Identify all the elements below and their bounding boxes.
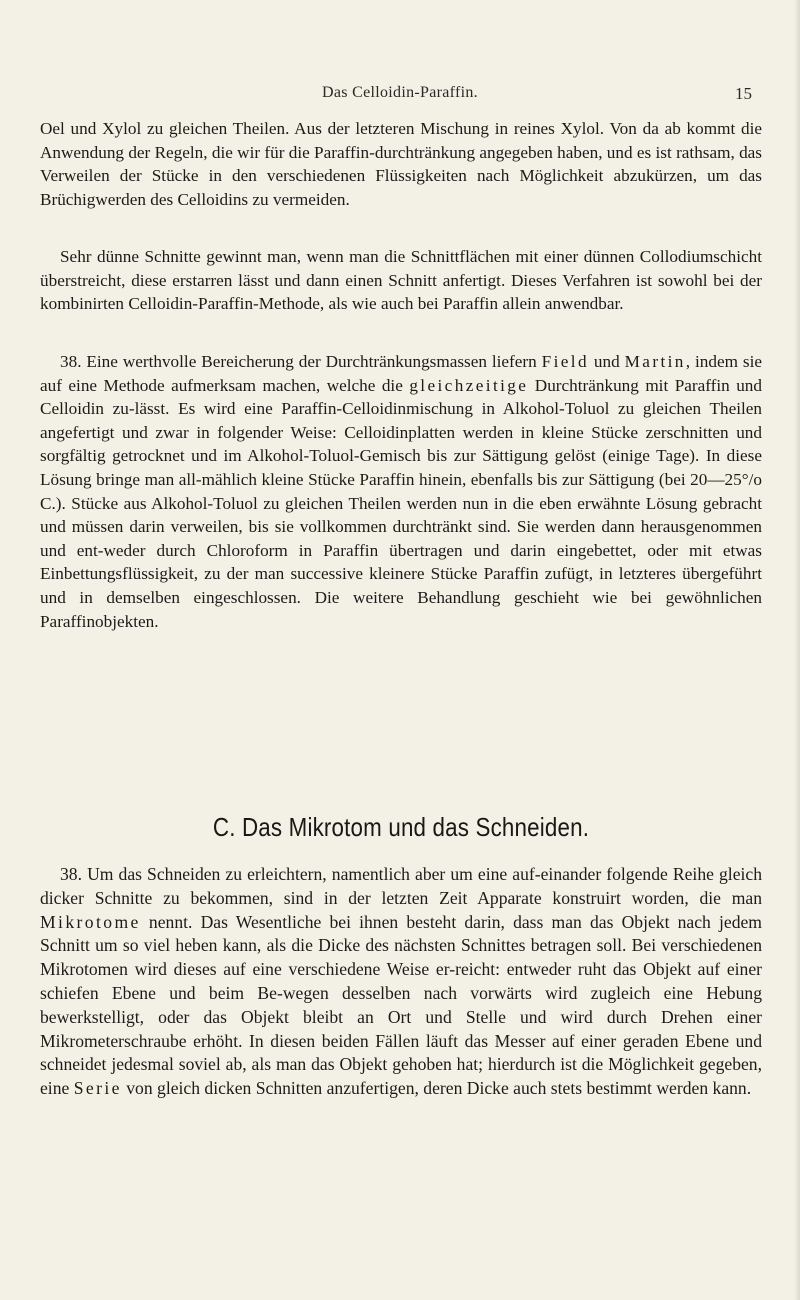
page-number: 15 xyxy=(735,84,752,103)
paragraph-text-mid: , indem sie auf eine Methode aufmerksam machen, welche die xyxy=(40,352,762,395)
paragraph-thin-sections xyxy=(40,245,762,316)
author-name-field: Field xyxy=(541,352,589,371)
paragraph-text-end: Durchtränkung mit Paraffin und Celloidin zu-lässt. Es wird eine Paraffin-Celloidinmischung in Alkohol-Toluol zu gleichen Theilen angefertigt und zwar in folgender Weise: Celloidinplatten werden in kleine Stücke zerschnitten und sorgfältig getrocknet und im Alkohol-Toluol-Gemisch bis zur Sättigung gelöst (einige Tage). In diese Lösung bringe man all-mählich kleine Stücke Paraffin hinein, ebenfalls bis zur Sättigung (bei 20—25°/o C.). Stücke aus Alkohol-Toluol zu gleichen Theilen werden nun in die eben erwähnte Lösung gebracht und müssen darin verweilen, bis sie vollkommen durchtränkt sind. Sie werden dann herausgenommen und ent-weder durch Chloroform in Paraffin übertragen und darin eingebettet, oder mit etwas Einbettungsflüssigkeit, zu der man successive kleinere Stücke Paraffin zufügt, in letzteres übergeführt und in demselben eingeschlossen. Die weitere Behandlung geschieht wie bei gewöhnlichen Paraffinobjekten. xyxy=(40,375,762,631)
emphasized-term-serie: Serie xyxy=(73,1078,122,1099)
emphasized-term: gleichzeitige xyxy=(409,375,529,395)
section-heading: C. Das Mikrotom und das Schneiden. xyxy=(212,812,590,842)
paragraph-text xyxy=(40,350,762,633)
paragraph-text-mid: nennt. Das Wesentliche bei ihnen besteht darin, dass man das Objekt nach jedem Schnitt um so viel heben kann, als die Dicke des nächsten Schnittes betragen soll. Bei verschiedenen Mikrotomen wird dieses auf eine verschiedene Weise er-reicht: entweder ruht das Objekt auf einer schiefen Ebene und beim Be-wegen desselben nach vorwärts wird zugleich eine Hebung bewerkstelligt, oder das Objekt bleibt an Ort und Stelle und wird durch Drehen einer Mikrometerschraube erhöht. In diesen beiden Fällen läuft das Messer auf einer geraden Ebene und schneidet jedesmal soviel ab, als man das Objekt gehoben hat; hierdurch ist die Möglichkeit gegeben, eine xyxy=(40,911,762,1099)
paragraph-continuation xyxy=(40,117,762,211)
paragraph-text xyxy=(40,863,762,1101)
paragraph-field-martin xyxy=(40,350,762,633)
paragraph-text-start: 38. Eine werthvolle Bereicherung der Durchtränkungsmassen liefern xyxy=(60,352,542,371)
page-edge-shadow xyxy=(794,0,800,1300)
paragraph-text: Oel und Xylol zu gleichen Theilen. Aus der letzteren Mischung in reines Xylol. Von da ab kommt die Anwendung der Regeln, die wir für die Paraffin-durchtränkung angegeben haben, und es ist rathsam, das Verweilen der Stücke in den verschiedenen Flüssigkeiten nach Möglichkeit abzukürzen, um das Brüchigwerden des Celloidins zu vermeiden. xyxy=(40,119,762,209)
running-head xyxy=(40,84,760,110)
emphasized-term-mikrotome: Mikrotome xyxy=(40,911,141,932)
paragraph-mikrotom xyxy=(40,863,762,1101)
paragraph-text-und: und xyxy=(588,352,625,371)
running-title: Das Celloidin-Paraffin. xyxy=(322,84,478,101)
author-name-martin: Martin xyxy=(624,352,686,371)
paragraph-text-start: 38. Um das Schneiden zu erleichtern, namentlich aber um eine auf-einander folgende Reihe gleich dicker Schnitte zu bekommen, sind in der letzten Zeit Apparate konstruirt worden, die man xyxy=(40,864,762,908)
paragraph-text: Sehr dünne Schnitte gewinnt man, wenn man die Schnittflächen mit einer dünnen Collodiumschicht überstreicht, diese erstarren lässt und dann einen Schnitt anfertigt. Dieses Verfahren ist sowohl bei der kombinirten Celloidin-Paraffin-Methode, als wie auch bei Paraffin allein anwendbar. xyxy=(40,247,762,314)
paragraph-text-end: von gleich dicken Schnitten anzufertigen, deren Dicke auch stets bestimmt werden kann. xyxy=(121,1078,752,1099)
